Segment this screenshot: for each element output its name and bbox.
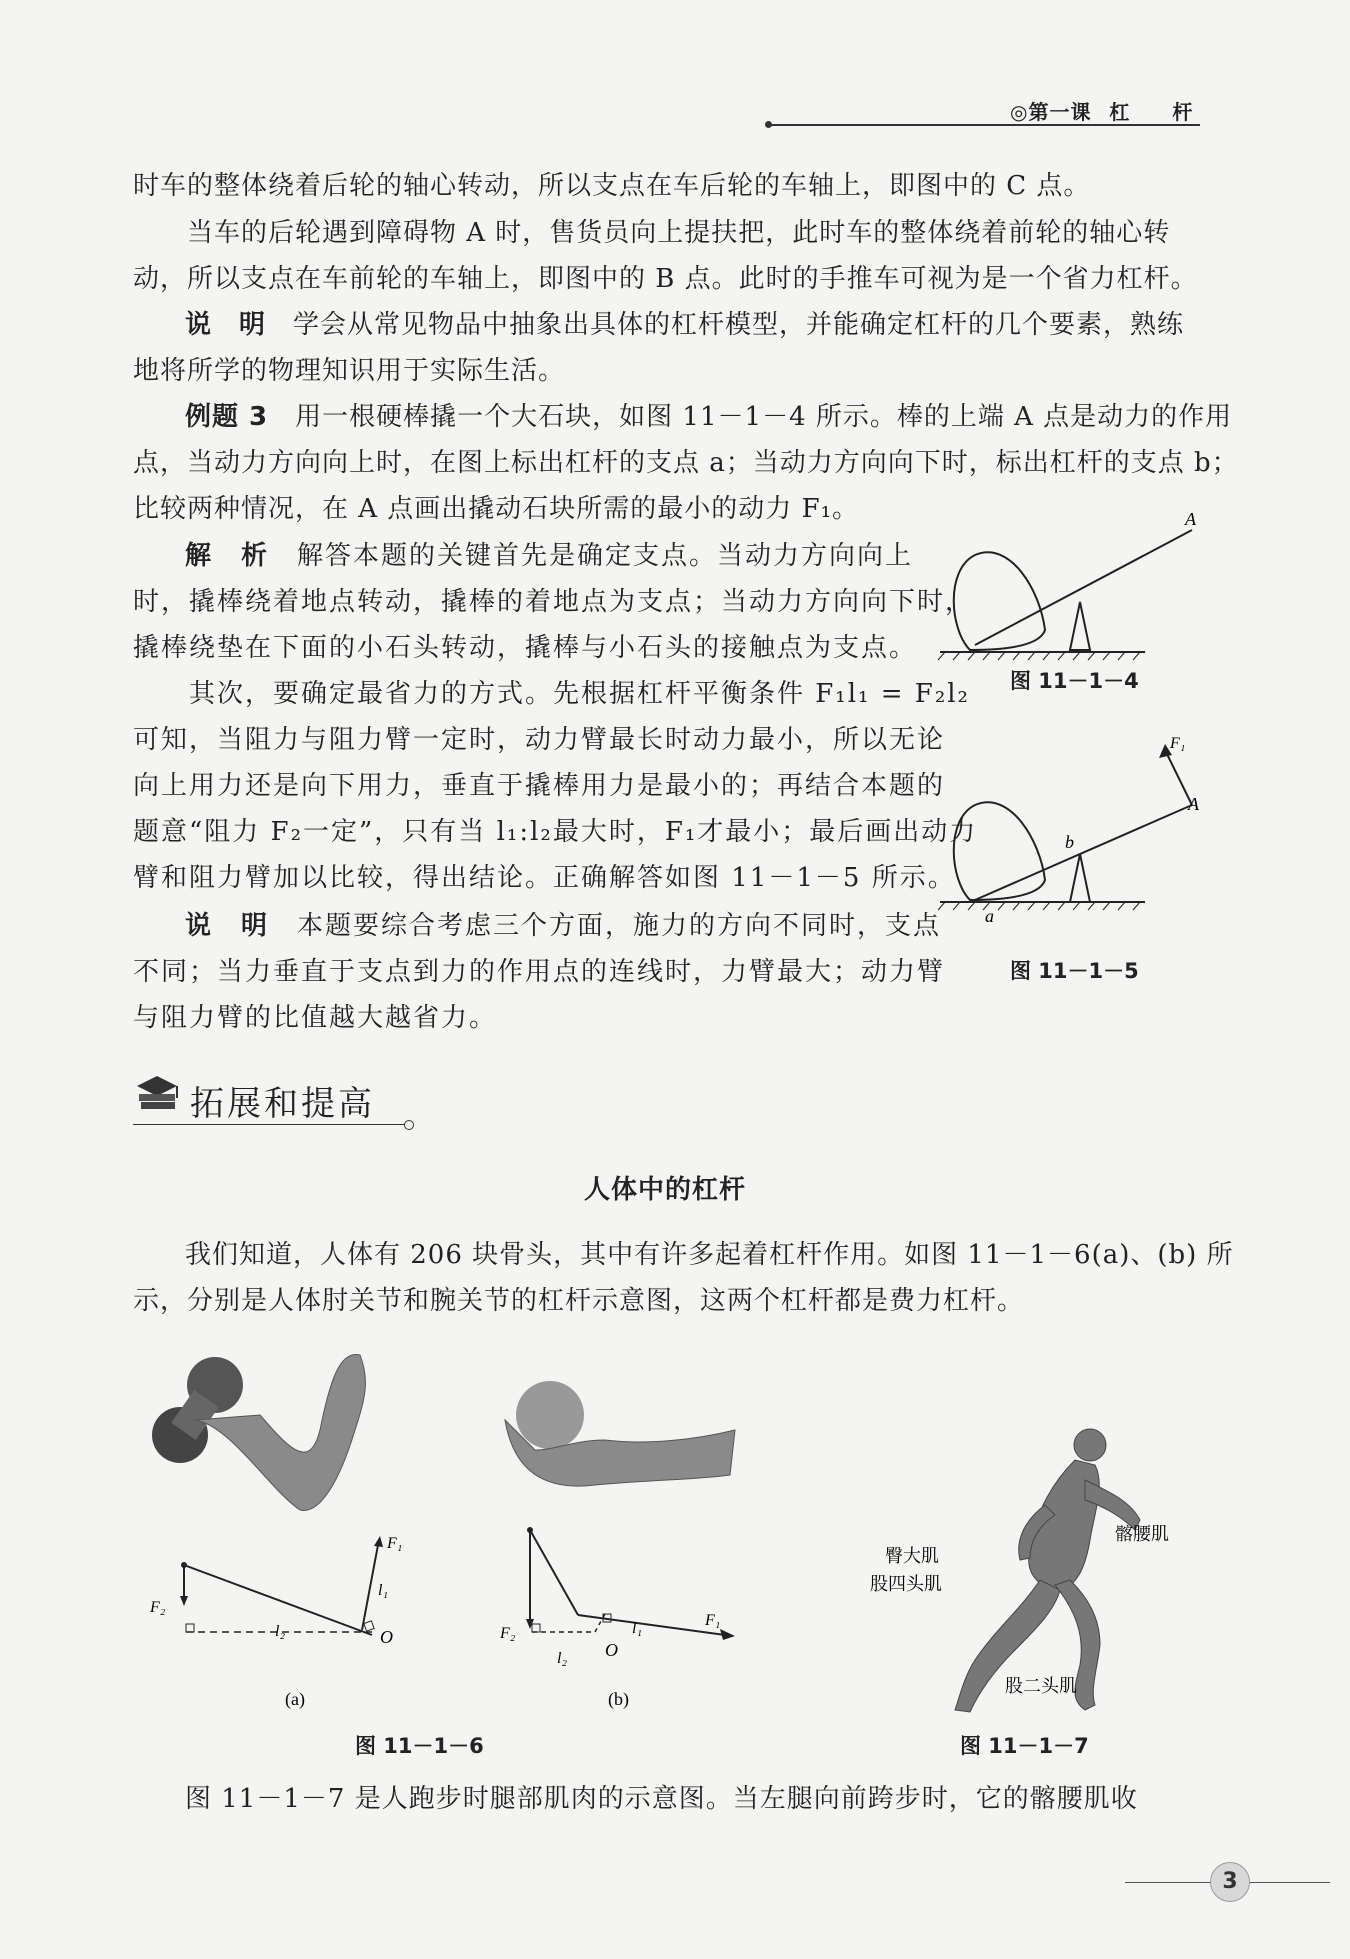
muscle-label-quadriceps: 股四头肌	[870, 1574, 942, 1595]
label-F2: F₂	[500, 1625, 516, 1642]
text-line: 其次，要确定最省力的方式。先根据杠杆平衡条件 F₁l₁ = F₂l₂	[133, 679, 970, 709]
article-paragraph-2	[133, 1776, 1138, 1822]
forearm-lever	[578, 1615, 725, 1635]
runner-illustration	[955, 1429, 1140, 1712]
page-number-badge	[1210, 1862, 1250, 1902]
label-a: a	[985, 906, 994, 926]
figure-11-1-6a	[140, 1340, 420, 1720]
text-line: 比较两种情况，在 A 点画出撬动石块所需的最小的动力 F₁。	[133, 494, 860, 524]
label-l2: l₂	[275, 1623, 286, 1640]
figure-caption: 图 11－1－4	[1010, 669, 1139, 693]
label-F1: F₁	[387, 1535, 403, 1552]
ground-hatch	[938, 902, 1140, 910]
text-line: 图 11－1－7 是人跑步时腿部肌肉的示意图。当左腿向前跨步时，它的髂腰肌收	[185, 1784, 1138, 1814]
header-title: 杠 杆	[1109, 100, 1194, 124]
paragraph-2	[133, 210, 1198, 302]
text-line: 用一根硬棒撬一个大石块，如图 11－1－4 所示。棒的上端 A 点是动力的作用	[295, 402, 1233, 432]
text-line: 我们知道，人体有 206 块骨头，其中有许多起着杠杆作用。如图 11－1－6(a)、(b) 所	[185, 1240, 1234, 1270]
books-icon	[135, 1072, 179, 1112]
text-line: 题意“阻力 F₂一定”，只有当 l₁:l₂最大时，F₁才最小；最后画出动力	[133, 817, 978, 847]
text-line: 学会从常见物品中抽象出具体的杠杆模型，并能确定杠杆的几个要素，熟练	[293, 310, 1185, 340]
text-line: 与阻力臂的比值越大越省力。	[133, 1003, 498, 1033]
example-label: 例题 3	[185, 402, 269, 432]
rock-shape	[954, 552, 1045, 650]
paragraph-1	[133, 163, 1090, 209]
text-line: 本题要综合考虑三个方面，施力的方向不同时，支点	[297, 911, 942, 941]
note-2	[133, 903, 945, 1041]
note-1	[133, 302, 1184, 394]
sub-caption-a: (a)	[285, 1689, 305, 1709]
section-rule-dot	[404, 1120, 414, 1130]
label-O: O	[605, 1640, 618, 1660]
rock-shape	[954, 802, 1045, 900]
figure-caption: 图 11－1－5	[1010, 959, 1139, 983]
text-line: 示，分别是人体肘关节和腕关节的杠杆示意图，这两个杠杆都是费力杠杆。	[133, 1286, 1025, 1316]
label-A: A	[1185, 509, 1196, 529]
header-rule-dot	[765, 121, 772, 128]
label-O: O	[380, 1627, 393, 1647]
text-line: 时，撬棒绕着地点转动，撬棒的着地点为支点；当动力方向向下时，	[133, 587, 974, 617]
header-section: ◎第一课	[1010, 100, 1092, 124]
ball-weight	[516, 1381, 584, 1449]
section-rule	[133, 1124, 408, 1125]
pivot-stone	[1070, 602, 1090, 650]
figure-caption: 图 11－1－7	[960, 1734, 1089, 1758]
ground-hatch	[938, 652, 1140, 660]
figure-11-1-4	[930, 509, 1196, 660]
page-number: 3	[1222, 1869, 1238, 1894]
text-line: 时车的整体绕着后轮的轴心转动，所以支点在车后轮的车轴上，即图中的 C 点。	[133, 171, 1091, 201]
label-F1: F₁	[1170, 735, 1186, 752]
lever-rod	[975, 530, 1192, 645]
label-A: A	[1188, 794, 1199, 814]
section-title: 拓展和提高	[190, 1084, 375, 1124]
hand-lever	[530, 1530, 578, 1615]
text-line: 动，所以支点在车前轮的车轴上，即图中的 B 点。此时的手推车可视为是一个省力杠杆。	[133, 264, 1198, 294]
label-l2: l₂	[557, 1650, 568, 1667]
text-line: 地将所学的物理知识用于实际生活。	[133, 356, 566, 386]
text-line: 可知，当阻力与阻力臂一定时，动力臂最长时动力最小，所以无论	[133, 725, 946, 755]
analysis	[133, 533, 977, 901]
note-label: 说 明	[185, 911, 270, 941]
text-line: 撬棒绕垫在下面的小石头转动，撬棒与小石头的接触点为支点。	[133, 633, 918, 663]
text-line: 解答本题的关键首先是确定支点。当动力方向向上	[297, 541, 914, 571]
label-l1: l₁	[632, 1620, 643, 1637]
text-line: 臂和阻力臂加以比较，得出结论。正确解答如图 11－1－5 所示。	[133, 863, 956, 893]
figure-11-1-7	[870, 1420, 1195, 1720]
label-b: b	[1065, 832, 1074, 852]
analysis-label: 解 析	[185, 541, 270, 571]
text-line: 点，当动力方向向上时，在图上标出杠杆的支点 a；当动力方向向下时，标出杠杆的支点 b；	[133, 448, 1239, 478]
muscle-label-biceps-femoris: 股二头肌	[1005, 1676, 1077, 1697]
header-rule	[770, 124, 1200, 126]
figure-11-1-6b	[495, 1370, 755, 1720]
lever-rod	[975, 805, 1192, 900]
text-line: 当车的后轮遇到障碍物 A 时，售货员向上提扶把，此时车的整体绕着前轮的轴心转	[133, 218, 1171, 248]
label-F2: F₂	[150, 1599, 166, 1616]
label-F1: F₁	[705, 1612, 721, 1629]
muscle-label-gluteus: 臀大肌	[885, 1546, 939, 1567]
article-title: 人体中的杠杆	[584, 1175, 747, 1205]
pivot-stone	[1070, 854, 1090, 902]
text-line: 向上用力还是向下用力，垂直于撬棒用力是最小的；再结合本题的	[133, 771, 946, 801]
muscle-label-iliopsoas: 髂腰肌	[1115, 1524, 1169, 1545]
sub-caption-b: (b)	[608, 1689, 629, 1709]
chapter-header	[1010, 96, 1193, 125]
force-F1	[362, 1545, 378, 1630]
label-l1: l₁	[378, 1582, 389, 1599]
figure-caption: 图 11－1－6	[355, 1734, 484, 1758]
text-line: 不同；当力垂直于支点到力的作用点的连线时，力臂最大；动力臂	[133, 957, 946, 987]
note-label: 说 明	[185, 310, 267, 340]
figure-11-1-5	[930, 730, 1199, 930]
article-paragraph-1	[133, 1232, 1234, 1324]
